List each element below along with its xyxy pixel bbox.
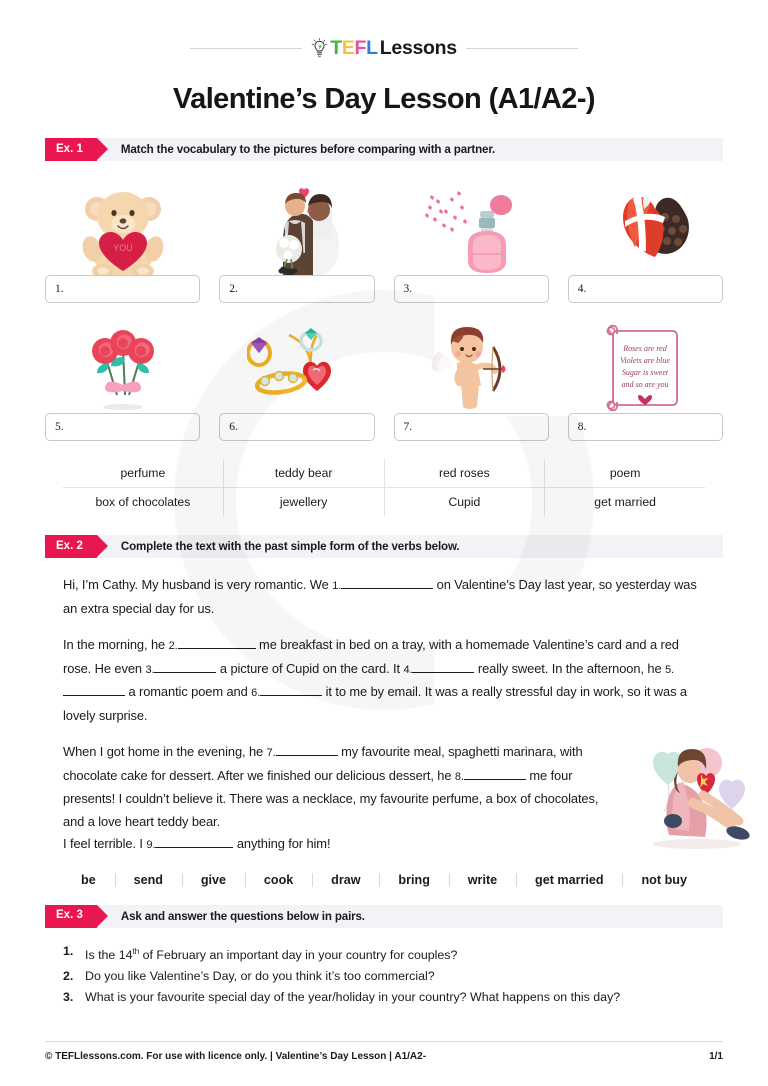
verb-option[interactable]: be [81,872,96,887]
exercise-3-header [45,905,723,928]
svg-text:and so are you: and so are you [621,380,669,389]
ex2-blank-number-5: 5. [665,663,674,676]
ex1-picture-grid [45,161,723,441]
question-text: What is your favourite special day of the year/holiday in your country? What happens on this day? [85,989,621,1004]
ex3-question-1 [63,941,705,966]
svg-text:Sugar is sweet: Sugar is sweet [622,368,669,377]
ex2-p2-text-b: me breakfast in bed on a tray, with a homemade Valentine’s card and a red rose. He even [63,637,679,676]
ex1-vocab-table [63,459,705,516]
exercise-2-header [45,535,723,558]
vocab-row-1 [63,459,705,487]
verb-option[interactable]: cook [245,873,311,887]
ex1-item-1 [45,183,200,303]
ex1-answer-box-4[interactable]: 4. [568,275,723,303]
exercise-1-header [45,138,723,161]
ex2-p2-text-d: really sweet. In the afternoon, he [474,660,666,676]
ex1-item-8 [568,321,723,441]
question-text-a: Is the 14 [85,947,133,962]
ex3-question-list [63,941,705,1008]
page-title: Valentine’s Day Lesson (A1/A2-) [173,83,595,115]
verb-option[interactable]: give [182,873,244,887]
perfume-bottle-icon [421,183,521,275]
ex2-blank-3[interactable] [154,672,216,673]
ex2-blank-number-6: 6. [251,687,261,699]
ex1-item-2 [219,183,374,303]
teddy-heart-label: YOU [112,243,133,253]
exercise-3-instruction: Ask and answer the questions below in pairs. [120,909,365,923]
ex2-blank-number-2: 2. [168,640,178,652]
cupid-icon [421,321,521,413]
exercise-1-badge: Ex. 1 [45,138,97,161]
ex1-item-3 [394,183,549,303]
question-number: 3. [63,989,74,1004]
exercise-3-badge: Ex. 3 [45,905,97,928]
ex2-blank-number-4: 4. [403,663,413,676]
ex1-item-6 [219,321,374,441]
ex1-answer-box-5[interactable]: 5. [45,413,200,441]
question-text: Do you like Valentine’s Day, or do you think it’s too commercial? [85,968,435,983]
ex1-item-5 [45,321,200,441]
footer-copyright: © TEFLlessons.com. For use with licence only. | Valentine’s Day Lesson | A1/A2- [45,1051,427,1062]
verb-option[interactable]: send [115,873,181,887]
logo-word-lessons: Lessons [379,36,457,59]
question-text [85,941,457,966]
vocab-word[interactable]: poem [544,459,705,487]
teddy-bear-icon [73,183,173,275]
ex2-blank-number-3: 3. [145,663,155,676]
wedding-couple-icon [247,183,347,275]
question-text-b: of February an important day in your country for couples? [139,947,458,962]
girl-with-heart-balloons-icon [635,741,753,853]
ex2-blank-9[interactable] [155,847,233,848]
ex2-blank-8[interactable] [464,779,526,780]
heart-chocolate-box-icon [595,183,695,275]
ex2-text [63,574,705,857]
vocab-word[interactable]: teddy bear [223,459,384,487]
logo-letter-f: F [354,36,367,59]
ex1-row-2 [45,303,723,441]
ex2-blank-7[interactable] [276,755,338,756]
ex2-blank-number-7: 7. [266,747,276,759]
vocab-row-2 [63,487,705,516]
ex1-item-4 [568,183,723,303]
tefl-lessons-logo [302,38,466,59]
vocab-word[interactable]: box of chocolates [95,495,191,509]
ex2-blank-number-8: 8. [454,770,464,783]
ex2-p4-text-b: anything for him! [233,836,331,851]
ex2-blank-2[interactable] [178,648,256,649]
ex2-blank-number-1: 1. [332,580,342,592]
ex3-question-2 [63,966,705,987]
ex2-blank-1[interactable] [341,588,433,589]
exercise-2-badge: Ex. 2 [45,535,97,558]
question-number: 2. [63,968,74,983]
ex2-blank-4[interactable] [412,672,474,673]
verb-option[interactable]: draw [312,873,378,887]
ordinal-suffix: th [132,946,140,956]
logo-letter-e: E [341,36,355,59]
ex2-p1-text-a: Hi, I’m Cathy. My husband is very romantic. We [63,577,333,592]
ex2-p2-text-f: it to me by email. It was a really stressful day in work, so it was a lovely surprise. [63,684,687,723]
ex2-paragraph-4 [63,833,608,857]
poem-scroll-icon [595,321,695,413]
logo-letter-l: L [366,36,378,59]
verb-option[interactable]: get married [516,873,622,887]
svg-text:Roses are red: Roses are red [623,344,668,353]
ex2-p1-text-b: on Valentine’s Day last year, so yesterday was an extra special day for us. [63,577,697,616]
ex2-p2-text-e: a romantic poem and [125,684,252,699]
ex1-item-7 [394,321,549,441]
ex3-question-3 [63,987,705,1008]
logo-letter-t: T [330,36,342,59]
verb-option[interactable]: write [449,873,515,887]
svg-text:Violets are blue: Violets are blue [620,356,671,365]
red-roses-icon [73,321,173,413]
ex2-p3-text-c: me four presents! I couldn’t believe it. There was a necklace, my favourite perfume, a box of chocolates, and a love heart teddy bear. [63,767,599,829]
ex2-paragraph-3 [63,741,608,833]
jewellery-icon [247,321,347,413]
ex2-p4-text-a: I feel terrible. I [63,836,147,851]
ex1-answer-box-1[interactable]: 1. [45,275,200,303]
ex2-p2-text-c: a picture of Cupid on the card. It [216,660,404,676]
ex2-p3-text-b: my favourite meal, spaghetti marinara, with chocolate cake for dessert. After we finished our delicious dessert, he [63,744,583,783]
vocab-word[interactable]: jewellery [223,488,384,516]
ex2-p3-text-a: When I got home in the evening, he [63,744,267,759]
lightbulb-icon [311,38,328,59]
ex1-answer-box-3[interactable]: 3. [394,275,549,303]
ex1-answer-box-8[interactable]: 8. [568,413,723,441]
exercise-2-instruction: Complete the text with the past simple form of the verbs below. [120,540,460,553]
ex1-answer-box-6[interactable]: 6. [219,413,374,441]
ex2-p2-text-a: In the morning, he [63,637,169,652]
vocab-word[interactable]: get married [544,488,705,516]
ex2-blank-5[interactable] [63,695,125,696]
ex2-blank-number-9: 9. [146,839,156,851]
verb-option[interactable]: bring [379,873,447,887]
vocab-word[interactable]: red roses [384,459,545,487]
vocab-word[interactable]: Cupid [384,488,545,516]
brand-header [0,0,768,59]
footer-page-number: 1/1 [709,1051,723,1062]
vocab-word[interactable]: perfume [120,466,166,480]
ex1-row-1 [45,161,723,303]
ex2-blank-6[interactable] [260,695,322,696]
page-footer [45,1041,723,1062]
exercise-1-instruction: Match the vocabulary to the pictures before comparing with a partner. [120,143,496,156]
ex1-answer-box-7[interactable]: 7. [394,413,549,441]
header-rule-right [466,48,578,49]
ex2-paragraph-2 [63,634,705,727]
ex1-answer-box-2[interactable]: 2. [219,275,374,303]
ex2-verb-bank [63,873,705,887]
question-number: 1. [63,943,74,958]
verb-option[interactable]: not buy [622,873,704,887]
header-rule-left [190,48,302,49]
ex2-paragraph-1 [63,574,705,620]
